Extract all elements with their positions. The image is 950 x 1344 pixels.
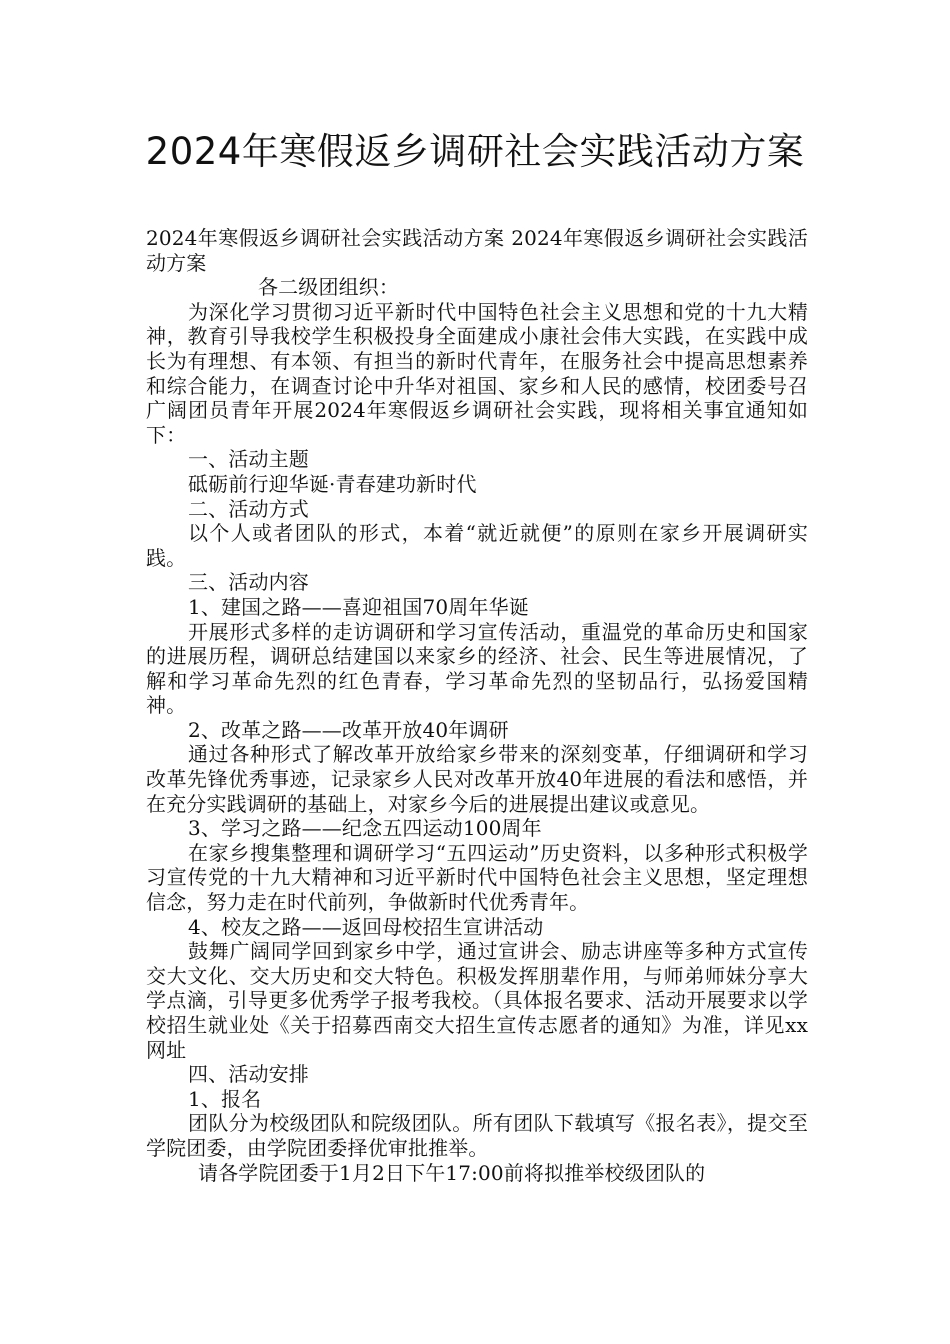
deadline-paragraph: 请各学院团委于1月2日下午17:00前将拟推举校级团队的 — [198, 1160, 706, 1185]
salutation: 各二级团组织： — [258, 275, 400, 300]
paragraph-4: 鼓舞广阔同学回到家乡中学，通过宣讲会、励志讲座等多种方式宣传交大文化、交大历史和交大特色。积极发挥朋辈作用，与师弟师妹分享大学点滴，引导更多优秀学子报考我校。（具体报名要求、活动开展要求以学校招生就业处《关于招募西南交大招生宣传志愿者的通知》为准，详见xx网址 — [146, 939, 808, 1062]
theme-text: 砥砺前行迎华诞·青春建功新时代 — [188, 471, 477, 496]
subheading-2: 2、改革之路——改革开放40年调研 — [188, 717, 509, 742]
intro-paragraph: 为深化学习贯彻习近平新时代中国特色社会主义思想和党的十九大精神，教育引导我校学生积极投身全面建成小康社会伟大实践，在实践中成长为有理想、有本领、有担当的新时代青年，在服务社会中提高思想素养和综合能力，在调查讨论中升华对祖国、家乡和人民的感情，校团委号召广阔团员青年开展2024年寒假返乡调研社会实践，现将相关事宜通知如下： — [146, 299, 808, 447]
paragraph-2: 通过各种形式了解改革开放给家乡带来的深刻变革，仔细调研和学习改革先锋优秀事迹，记录家乡人民对改革开放40年进展的看法和感悟，并在充分实践调研的基础上，对家乡今后的进展提出建议或意见。 — [146, 742, 808, 816]
subheading-3: 3、学习之路——纪念五四运动100周年 — [188, 816, 542, 841]
subheading-1: 1、建国之路——喜迎祖国70周年华诞 — [188, 594, 529, 619]
subheading-signup: 1、报名 — [188, 1086, 262, 1111]
paragraph-3: 在家乡搜集整理和调研学习“五四运动”历史资料，以多种形式积极学习宣传党的十九大精神和习近平新时代中国特色社会主义思想，坚定理想信念，努力走在时代前列，争做新时代优秀青年。 — [146, 840, 808, 915]
signup-paragraph: 团队分为校级团队和院级团队。所有团队下载填写《报名表》，提交至学院团委，由学院团委择优审批推举。 — [146, 1111, 808, 1160]
section-heading-theme: 一、活动主题 — [188, 447, 309, 472]
document-body — [146, 226, 808, 1185]
doc-heading-repeat: 2024年寒假返乡调研社会实践活动方案 2024年寒假返乡调研社会实践活动方案 — [146, 226, 808, 275]
paragraph-1: 开展形式多样的走访调研和学习宣传活动，重温党的革命历史和国家的进展历程，调研总结建国以来家乡的经济、社会、民生等进展情况，了解和学习革命先烈的红色青春，学习革命先烈的坚韧品行，弘扬爱国精神。 — [146, 619, 808, 718]
section-heading-schedule: 四、活动安排 — [188, 1062, 309, 1087]
section-heading-content: 三、活动内容 — [188, 570, 309, 595]
section-heading-method: 二、活动方式 — [188, 496, 309, 521]
method-paragraph: 以个人或者团队的形式，本着“就近就便”的原则在家乡开展调研实践。 — [146, 521, 808, 570]
subheading-4: 4、校友之路——返回母校招生宣讲活动 — [188, 914, 544, 939]
document-title: 2024年寒假返乡调研社会实践活动方案 — [145, 130, 805, 173]
